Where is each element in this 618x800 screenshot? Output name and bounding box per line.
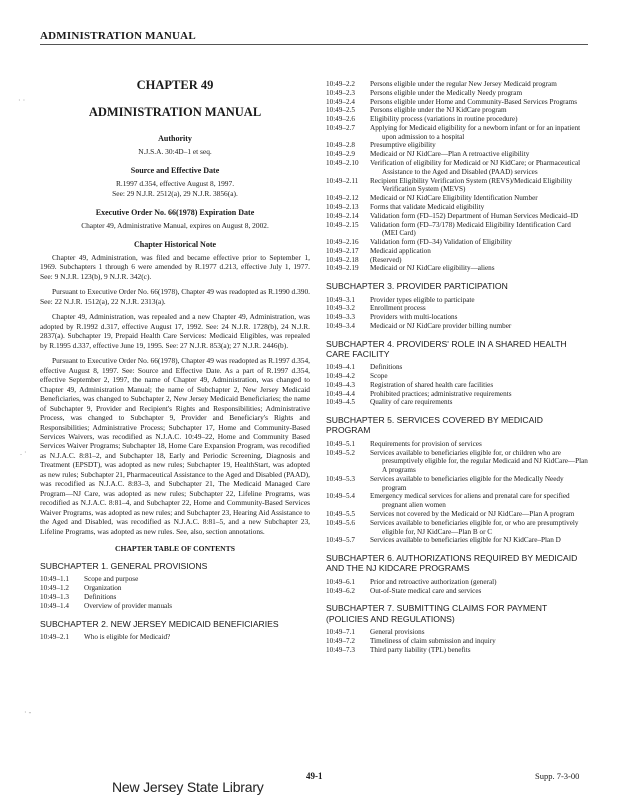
section-title: Validation form (FD–34) Validation of Eligibility [370,238,512,247]
section-number: 10:49–7.3 [326,645,355,654]
section-title: Applying for Medicaid eligibility for a newborn infant or for an inpatient upon admission to a hospital [370,123,581,141]
historical-note-heading: Chapter Historical Note [133,240,217,249]
toc-entry [326,578,588,587]
section-title: Medicaid or NJ KidCare eligibility—aliens [370,264,495,273]
section-number: 10:49–3.4 [326,321,355,330]
section-number: 10:49–2.15 [326,220,359,229]
running-head: ADMINISTRATION MANUAL [40,30,196,42]
section-number: 10:49–5.5 [326,510,355,519]
section-number: 10:49–5.2 [326,448,355,457]
toc-entry [326,141,588,150]
section-title: Services available to beneficiaries eligible for, or who are presumptively eligible for, NJ KidCare—Plan B or C [370,518,579,536]
section-title: Scope [370,372,388,381]
section-number: 10:49–2.6 [326,115,355,124]
toc-entry [326,322,588,331]
section-number: 10:49–5.7 [326,536,355,545]
toc-entry [326,492,588,510]
section-number: 10:49–2.8 [326,141,355,150]
toc-entry [326,203,588,212]
section-number: 10:49–7.1 [326,627,355,636]
left-toc [40,561,310,642]
section-title: Out-of-State medical care and services [370,586,482,595]
section-number: 10:49–2.3 [326,88,355,97]
source-line-2: See: 29 N.J.R. 2512(a), 29 N.J.R. 3856(a). [112,188,238,198]
section-title: Scope and purpose [84,575,139,584]
subchapter-heading: SUBCHAPTER 6. AUTHORIZATIONS REQUIRED BY MEDICAID AND THE NJ KIDCARE PROGRAMS [326,553,578,574]
section-number: 10:49–2.13 [326,202,359,211]
executive-order-text: Chapter 49, Administrative Manual, expires on August 8, 2002. [81,220,269,230]
toc-entry [326,89,588,98]
section-number: 10:49–2.1 [40,632,69,641]
section-number: 10:49–2.7 [326,123,355,132]
chapter-number: CHAPTER 49 [136,78,214,92]
section-title: Requirements for provision of services [370,439,482,448]
historical-paragraph: Pursuant to Executive Order No. 66(1978), Chapter 49 was readopted as R.1990 d.390. See: 22 N.J.R. 1512(a), 22 N.J.R. 2313(a). [40,287,311,306]
toc-entry [326,372,588,381]
toc-entry [326,247,588,256]
section-number: 10:49–1.1 [40,575,69,584]
margin-mark: . · [20,448,27,457]
subchapter-heading: SUBCHAPTER 3. PROVIDER PARTICIPATION [326,281,508,292]
subchapter-heading: SUBCHAPTER 5. SERVICES COVERED BY MEDICAID PROGRAM [326,415,543,436]
toc-entry [40,633,310,642]
section-number: 10:49–2.18 [326,255,359,264]
section-title: Organization [84,584,122,593]
section-number: 10:49–1.4 [40,601,69,610]
toc-entry [326,238,588,247]
authority-heading: Authority [158,134,192,143]
toc-entry [326,304,588,313]
section-number: 10:49–6.2 [326,586,355,595]
section-title: Overview of provider manuals [84,601,173,610]
section-title: Forms that validate Medicaid eligibility [370,202,485,211]
section-title: Presumptive eligibility [370,141,436,150]
toc-entry [326,449,588,475]
section-number: 10:49–4.1 [326,363,355,372]
toc-entry [326,536,588,545]
toc-entry [326,124,588,142]
toc-entry [326,519,588,537]
section-title: Services not covered by the Medicaid or NJ KidCare—Plan A program [370,510,575,519]
toc-entry [326,264,588,273]
section-number: 10:49–5.6 [326,518,355,527]
section-number: 10:49–2.2 [326,80,355,88]
margin-mark: · · [18,96,26,105]
section-title: Enrollment process [370,304,426,313]
section-number: 10:49–4.2 [326,372,355,381]
toc-entry [326,212,588,221]
section-number: 10:49–2.12 [326,194,359,203]
toc-entry [326,363,588,372]
section-title: Definitions [84,593,117,601]
subchapter-heading: SUBCHAPTER 4. PROVIDERS' ROLE IN A SHARED HEALTH CARE FACILITY [326,338,567,359]
section-number: 10:49–2.9 [326,150,355,159]
section-title: Timeliness of claim submission and inquiry [370,636,496,645]
footer-library-watermark: New Jersey State Library [112,779,264,795]
toc-entry [326,646,588,655]
section-number: 10:49–1.2 [40,584,69,593]
section-title: Prohibited practices; administrative requirements [370,389,512,398]
section-title: Validation form (FD–73/178) Medicaid Eligibility Identification Card (MEI Card) [370,220,571,238]
section-number: 10:49–2.4 [326,97,355,106]
authority-text: N.J.S.A. 30:4D–1 et seq. [138,147,212,156]
historical-paragraph: Chapter 49, Administration, was repealed and a new Chapter 49, Administration, was adopted by R.1992 d.317, effective August 17, 1992. See: 24 N.J.R. 1728(b), 24 N.J.R. 2837(a). Subchapter 19, Prepaid Health Care Services: Medicaid Eligibles, was repealed by R.1995 d.337, effective June 19, 1995. See: 27 N.J.R. 853(a); 27 N.J.R. 2446(b). [40,312,310,350]
right-column [326,80,588,654]
section-title: Medicaid application [370,246,431,255]
toc-entry [326,296,588,305]
toc-entry [326,475,588,493]
subchapter-heading: SUBCHAPTER 1. GENERAL PROVISIONS [40,561,208,572]
toc-entry [326,115,588,124]
section-number: 10:49–6.1 [326,577,355,586]
section-title: Medicaid or NJ KidCare provider billing number [370,321,512,330]
executive-order-heading: Executive Order No. 66(1978) Expiration Date [95,207,255,217]
source-line-1: R.1997 d.354, effective August 8, 1997. [115,179,235,189]
footer-supplement: Supp. 7-3-00 [535,771,580,781]
section-number: 10:49–2.11 [326,176,359,185]
margin-mark: · - [24,708,32,717]
section-number: 10:49–7.2 [326,636,355,645]
section-title: (Reserved) [370,255,402,264]
section-title: Verification of eligibility for Medicaid or NJ KidCare; or Pharmaceutical Assistance to the Aged and Disabled (PAAD) services [370,159,581,176]
section-title: Definitions [370,363,403,372]
toc-entry [326,98,588,107]
toc-entry [326,398,588,407]
section-title: Medicaid or NJ KidCare Eligibility Identification Number [370,194,538,203]
section-number: 10:49–2.5 [326,106,355,115]
section-title: Persons eligible under the regular New Jersey Medicaid program [370,80,557,88]
right-toc [326,80,588,654]
toc-entry [326,150,588,159]
subchapter-heading: SUBCHAPTER 2. NEW JERSEY MEDICAID BENEFICIARIES [40,618,279,629]
section-number: 10:49–1.3 [40,593,69,601]
section-title: Providers with multi-locations [370,313,458,322]
toc-entry [326,177,588,195]
toc-entry [326,510,588,519]
source-heading: Source and Effective Date [130,166,220,176]
toc-entry [326,587,588,596]
section-title: Registration of shared health care facilities [370,380,494,389]
toc-title: CHAPTER TABLE OF CONTENTS [115,544,235,554]
historical-paragraph: Chapter 49, Administration, was filed and became effective prior to September 1, 1969. Subchapters 1 through 6 were amended by R.1977 d.213, effective July 1, 1977. See: 9 N.J.R. 123(b), 9 N.J.R. 342(c). [40,253,310,281]
section-title: Services available to beneficiaries eligible for, or children who are presumptively eligible for, the regular Medicaid and NJ KidCare—Plan A programs [370,448,588,475]
toc-entry [326,313,588,322]
toc-entry [326,106,588,115]
section-number: 10:49–2.16 [326,238,359,247]
section-number: 10:49–3.1 [326,295,355,304]
section-number: 10:49–5.4 [326,492,355,501]
section-title: Persons eligible under Home and Community-Based Services Programs [370,97,578,106]
section-title: Services available to beneficiaries eligible for NJ KidCare–Plan D [370,536,561,545]
section-number: 10:49–3.2 [326,304,355,313]
toc-entry [326,440,588,449]
section-title: Who is eligible for Medicaid? [84,632,171,641]
toc-entry [326,80,588,89]
section-number: 10:49–2.14 [326,211,359,220]
section-title: Recipient Eligibility Verification System (REVS)/Medicaid Eligibility Verification System (MEVS) [370,176,573,194]
section-title: Emergency medical services for aliens and prenatal care for specified pregnant alien women [370,492,570,510]
historical-paragraph: Pursuant to Executive Order No. 66(1978), Chapter 49 was readopted as R.1997 d.354, effective August 8, 1997. See: Source and Effective Date. As a part of R.1997 d.354, effective September 2, 1997, the name of Chapter 49, Administration, was changed to Chapter 49, Administration Manual; the name of Subchapter 2, New Jersey Medicaid Beneficiaries, was changed to Subchapter 2, New Jersey Medicaid Beneficiaries; the name of Subchapter 9, Provider and Recipient's Rights and Responsibilities; Administrative Process, was changed to Subchapter 9, Provider and Beneficiary's Rights and Responsibilities; Administrative Process; Subchapter 17, Home and Community-Based Services Waivers, was recodified as N.J.A.C. 10:49–22, Home and Community Based Services Waiver Programs; Subchapter 18, Home Care Expansion Program, was recodified as N.J.A.C. 8:81–2, and Subchapter 18, Early and Periodic Screening, Diagnosis and Treatment (EPSDT), was adopted as new rules; Subchapter 19, HealthStart, was adopted as new rules; Subchapter 21, Pharmaceutical Assistance to the Aged and Disabled (PAAD), was recodified as N.J.A.C. 8:83–3, and Subchapter 21, The Medicaid Managed Care Program—NJ Care, was adopted as new rules; Subchapter 22, Lifeline Programs, was recodified as N.J.A.C. 8:81–4, and Subchapter 22, Home and Community-Based Services Waiver Programs, was adopted as new rules; and Subchapter 23, Hearing Aid Assistance to the Aged and Disabled, was recodified as N.J.A.C. 8:81–5, and a new Subchapter 23, Lifeline Programs, was adopted as new rules. See, also, section annotations. [40,356,311,536]
section-number: 10:49–5.1 [326,439,355,448]
section-number: 10:49–4.4 [326,389,355,398]
section-title: Persons eligible under the NJ KidCare program [370,106,507,115]
section-title: Third party liability (TPL) benefits [370,645,471,654]
toc-entry [326,194,588,203]
section-title: Prior and retroactive authorization (general) [370,577,497,586]
section-title: Validation form (FD–152) Department of Human Services Medicaid–ID [370,211,579,220]
section-title: General provisions [370,627,425,636]
left-column [40,70,310,642]
section-number: 10:49–3.3 [326,313,355,322]
section-title: Services available to beneficiaries eligible for the Medically Needy program [370,474,564,492]
section-title: Provider types eligible to participate [370,295,475,304]
toc-entry [326,221,588,239]
section-title: Eligibility process (variations in routine procedure) [370,115,518,124]
subchapter-heading: SUBCHAPTER 7. SUBMITTING CLAIMS FOR PAYMENT (POLICIES AND REGULATIONS) [326,603,548,624]
toc-entry [40,593,310,602]
toc-entry [326,256,588,265]
section-title: Quality of care requirements [370,398,453,407]
section-number: 10:49–4.3 [326,380,355,389]
section-number: 10:49–4.5 [326,398,355,407]
section-number: 10:49–2.19 [326,264,359,273]
section-number: 10:49–5.3 [326,474,355,483]
footer-page-number: 49-1 [306,771,323,781]
toc-entry [326,381,588,390]
toc-entry [40,575,310,584]
toc-entry [326,637,588,646]
toc-entry [40,584,310,593]
toc-entry [40,602,310,611]
section-title: Medicaid or NJ KidCare—Plan A retroactive eligibility [370,150,530,159]
section-number: 10:49–2.17 [326,246,359,255]
section-number: 10:49–2.10 [326,159,359,168]
toc-entry [326,159,588,177]
section-title: Persons eligible under the Medically Needy program [370,88,523,97]
source-text [40,179,310,198]
header-rule [40,44,588,45]
toc-entry [326,628,588,637]
chapter-title: ADMINISTRATION MANUAL [88,105,262,119]
toc-entry [326,390,588,399]
